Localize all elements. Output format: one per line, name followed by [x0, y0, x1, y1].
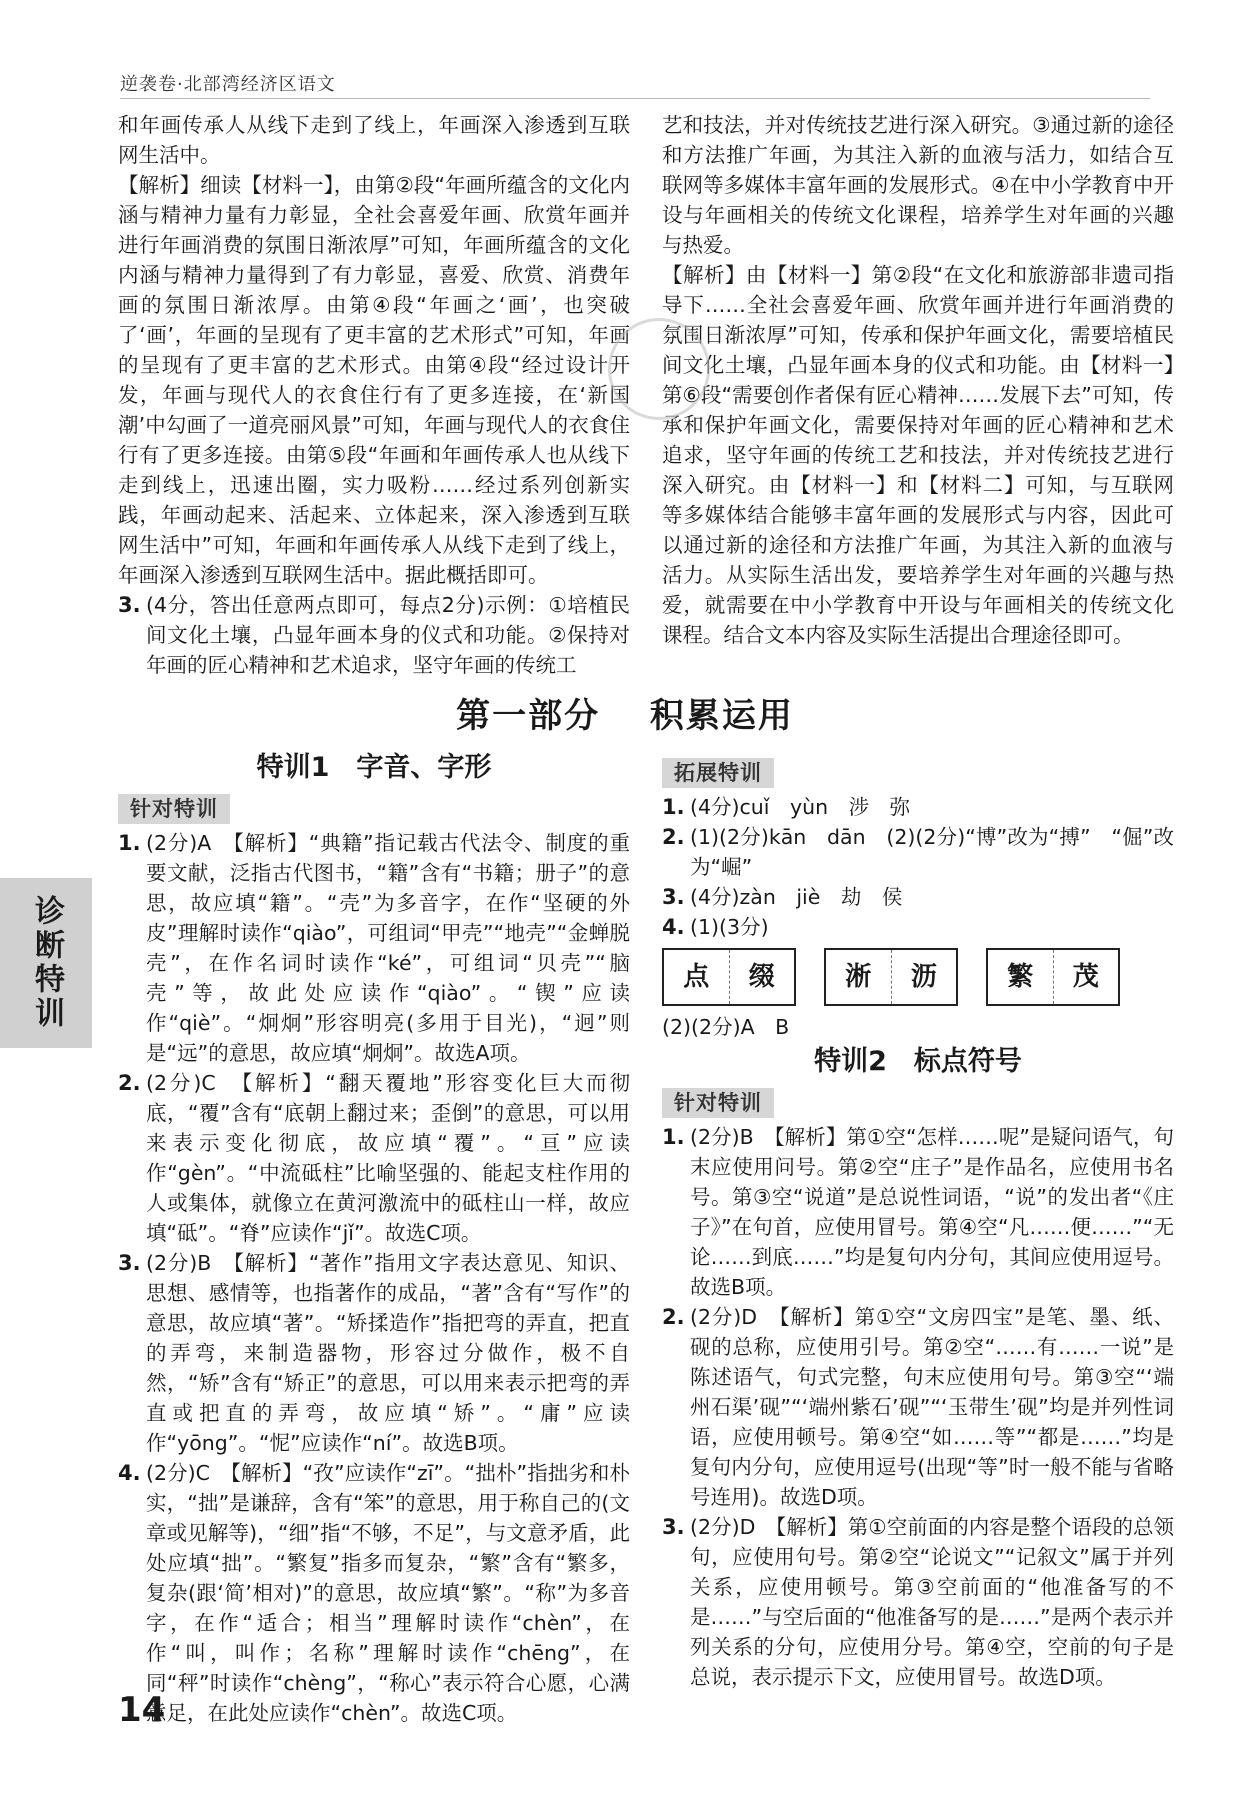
character-box — [662, 948, 796, 1006]
running-header: 逆袭卷·北部湾经济区语文 — [120, 74, 336, 95]
item-text: (2分)D 【解析】第①空“文房四宝”是笔、墨、纸、砚的总称，应使用引号。第②空“……有……一说”是陈述语气，句式完整，句末应使用句号。第③空“‘端州石渠’砚”“‘端州紫石’砚”“‘玉带生’砚”均是并列性词语，应使用顿号。第④空“如……等”“都是……”均是复句内分句，应使用逗号(出现“等”时一般不能与省略号连用)。故选D项。 — [690, 1305, 1174, 1509]
section-title: 特训2 标点符号 — [814, 1046, 1022, 1077]
part-title-right: 积累运用 — [649, 696, 794, 736]
answer-item — [118, 1248, 630, 1458]
item-number: 1. — [118, 831, 141, 855]
answer-item — [662, 882, 1174, 912]
item-number: 2. — [118, 1071, 141, 1095]
item-number: 3. — [662, 885, 685, 909]
answer-item — [662, 792, 1174, 822]
item-number: 3. — [118, 593, 141, 617]
section1-items — [118, 828, 630, 1728]
box-character: 茂 — [1053, 950, 1119, 1004]
item-text: (2分)A 【解析】“典籍”指记载古代法令、制度的重要文献，泛指古代图书，“籍”含有“书籍；册子”的意思，故应填“籍”。“壳”为多音字，在作“坚硬的外皮”理解时读作“qiào”，可组词“甲壳”“地壳”“金蝉脱壳”，在作名词时读作“ké”，可组词“贝壳”“脑壳”等，故此处应读作“qiào”。“锲”应读作“qiè”。“炯炯”形容明亮(多用于目光)，“迥”则是“远”的意思，故应填“炯炯”。故选A项。 — [146, 831, 630, 1065]
answer-item — [662, 912, 1174, 942]
item-text: (2分)B 【解析】第①空“怎样……呢”是疑问语气，句末应使用问号。第②空“庄子”是作品名，应使用书名号。第③空“说道”是总说性词语，“说”的发出者“《庄子》”在句首，应使用冒号。第④空“凡……便……”“无论……到底……”均是复句内分句，其间应使用逗号。故选B项。 — [690, 1125, 1174, 1299]
part-title — [0, 688, 1250, 737]
answer-item — [118, 828, 630, 1068]
item-number: 2. — [662, 1305, 685, 1329]
item-number: 2. — [662, 825, 685, 849]
side-tab-label: 诊断特训 — [29, 895, 64, 1031]
item-text: (4分)cuǐ yùn 涉 弥 — [690, 795, 911, 819]
top-right-column — [662, 110, 1174, 650]
box-character: 点 — [683, 962, 710, 992]
item-number: 3. — [662, 1515, 685, 1539]
section-title: 特训1 字音、字形 — [256, 752, 492, 783]
answer-item — [118, 1458, 630, 1728]
answer-continuation: 和年画传承人从线下走到了线上，年画深入渗透到互联网生活中。 — [118, 113, 630, 167]
section-tag: 拓展特训 — [662, 758, 774, 788]
right-lower-column — [662, 752, 1174, 1692]
answer-continuation: 艺和技法，并对传统技艺进行深入研究。③通过新的途径和方法推广年画，为其注入新的血液与活力，如结合互联网等多媒体丰富年画的发展形式。④在中小学教育中开设与年画相关的传统文化课程，培养学生对年画的兴趣与热爱。 — [662, 113, 1174, 257]
section1-column — [118, 748, 630, 1728]
header-divider — [120, 98, 1150, 99]
item-text: (4分)zàn jiè 劫 侯 — [690, 885, 903, 909]
character-boxes — [662, 948, 1174, 1006]
section-tag: 针对特训 — [662, 1088, 774, 1118]
item-text: (2分)C 【解析】“翻天覆地”形容变化巨大而彻底，“覆”含有“底朝上翻过来；歪倒”的意思，可以用来表示变化彻底，故应填“覆”。“亘”应读作“gèn”。“中流砥柱”比喻坚强的、能起支柱作用的人或集体，就像立在黄河激流中的砥柱山一样，故应填“砥”。“脊”应读作“jǐ”。故选C项。 — [146, 1071, 630, 1245]
box-character: 繁 — [1007, 962, 1034, 992]
page-number: 14 — [118, 1690, 166, 1730]
item-number: 4. — [118, 1461, 141, 1485]
item-text: (2分)B 【解析】“著作”指用文字表达意见、知识、思想、感情等，也指著作的成品，“著”含有“写作”的意思，故应填“著”。“矫揉造作”指把弯的弄直，把直的弄弯，来制造器物，形容过分做作，极不自然，“矫”含有“矫正”的意思，可以用来表示把弯的弄直或把直的弄弯，故应填“矫”。“庸”应读作“yōng”。“怩”应读作“ní”。故选B项。 — [146, 1251, 630, 1455]
item-text: (1)(3分) — [690, 915, 769, 939]
section-tag: 针对特训 — [118, 794, 230, 824]
analysis-paragraph: 【解析】细读【材料一】，由第②段“年画所蕴含的文化内涵与精神力量有力彰显，全社会喜爱年画、欣赏年画并进行年画消费的氛围日渐浓厚”可知，年画所蕴含的文化内涵与精神力量得到了有力彰显，喜爱、欣赏、消费年画的氛围日渐浓厚。由第④段“年画之‘画’，也突破了‘画’，年画的呈现有了更丰富的艺术形式”可知，年画的呈现有了更丰富的艺术形式。由第④段“经过设计开发，年画与现代人的衣食住行有了更多连接，在‘新国潮’中勾画了一道亮丽风景”可知，年画与现代人的衣食住行有了更多连接。由第⑤段“年画和年画传承人也从线下走到线上，迅速出圈，实力吸粉……经过系列创新实践，年画动起来、活起来、立体起来，深入渗透到互联网生活中”可知，年画和年画传承人从线下走到了线上，年画深入渗透到互联网生活中。据此概括即可。 — [118, 173, 630, 587]
box-character: 缀 — [729, 950, 795, 1004]
item-number: 4. — [662, 915, 685, 939]
item-text: (2分)D 【解析】第①空前面的内容是整个语段的总领句，应使用句号。第②空“论说文”“记叙文”属于并列关系，应使用顿号。第③空前面的“他准备写的不是……”与空后面的“他准备写的是……”是两个表示并列关系的分句，应使用分号。第④空，空前的句子是总说，表示提示下文，应使用冒号。故选D项。 — [690, 1515, 1174, 1689]
character-box — [824, 948, 958, 1006]
answer-item — [662, 1122, 1174, 1302]
answer-item — [662, 1512, 1174, 1692]
part-title-left: 第一部分 — [456, 696, 601, 736]
stamp-seal-icon — [608, 318, 710, 420]
answer-item — [118, 1068, 630, 1248]
answer-item-3 — [118, 590, 630, 680]
character-box — [986, 948, 1120, 1006]
box-character: 淅 — [845, 962, 872, 992]
answer-item — [662, 822, 1174, 882]
item-text: (4分，答出任意两点即可，每点2分)示例：①培植民间文化土壤，凸显年画本身的仪式和功能。②保持对年画的匠心精神和艺术追求，坚守年画的传统工 — [146, 593, 630, 677]
item-number: 1. — [662, 1125, 685, 1149]
item-number: 1. — [662, 795, 685, 819]
item-text: (1)(2分)kān dān (2)(2分)“博”改为“搏” “倔”改为“崛” — [690, 825, 1174, 879]
item-number: 3. — [118, 1251, 141, 1275]
item-4-part-2: (2)(2分)A B — [662, 1015, 790, 1039]
box-character: 沥 — [891, 950, 957, 1004]
top-left-column — [118, 110, 630, 680]
item-text: (2分)C 【解析】“孜”应读作“zī”。“拙朴”指拙劣和朴实，“拙”是谦辞，含有“笨”的意思，用于称自己的(文章或见解等)，“细”指“不够，不足”，与文意矛盾，此处应填“拙”。“繁复”指多而复杂，“繁”含有“繁多，复杂(跟‘简’相对)”的意思，故应填“繁”。“称”为多音字，在作“适合；相当”理解时读作“chèn”，在作“叫，叫作；名称”理解时读作“chēng”，在同“秤”时读作“chèng”，“称心”表示符合心愿，心满意足，在此处应读作“chèn”。故选C项。 — [146, 1461, 630, 1725]
analysis-paragraph: 【解析】由【材料一】第②段“在文化和旅游部非遗司指导下……全社会喜爱年画、欣赏年画并进行年画消费的氛围日渐浓厚”可知，传承和保护年画文化，需要培植民间文化土壤，凸显年画本身的仪式和功能。由【材料一】第⑥段“需要创作者保有匠心精神……发展下去”可知，传承和保护年画文化，需要保持对年画的匠心精神和艺术追求，坚守年画的传统工艺和技法，并对传统技艺进行深入研究。由【材料一】和【材料二】可知，与互联网等多媒体结合能够丰富年画的发展形式与内容，因此可以通过新的途径和方法推广年画，为其注入新的血液与活力。从实际生活出发，要培养学生对年画的兴趣与热爱，就需要在中小学教育中开设与年画相关的传统文化课程。结合文本内容及实际生活提出合理途径即可。 — [662, 263, 1174, 647]
answer-item — [662, 1302, 1174, 1512]
side-tab — [0, 878, 92, 1048]
